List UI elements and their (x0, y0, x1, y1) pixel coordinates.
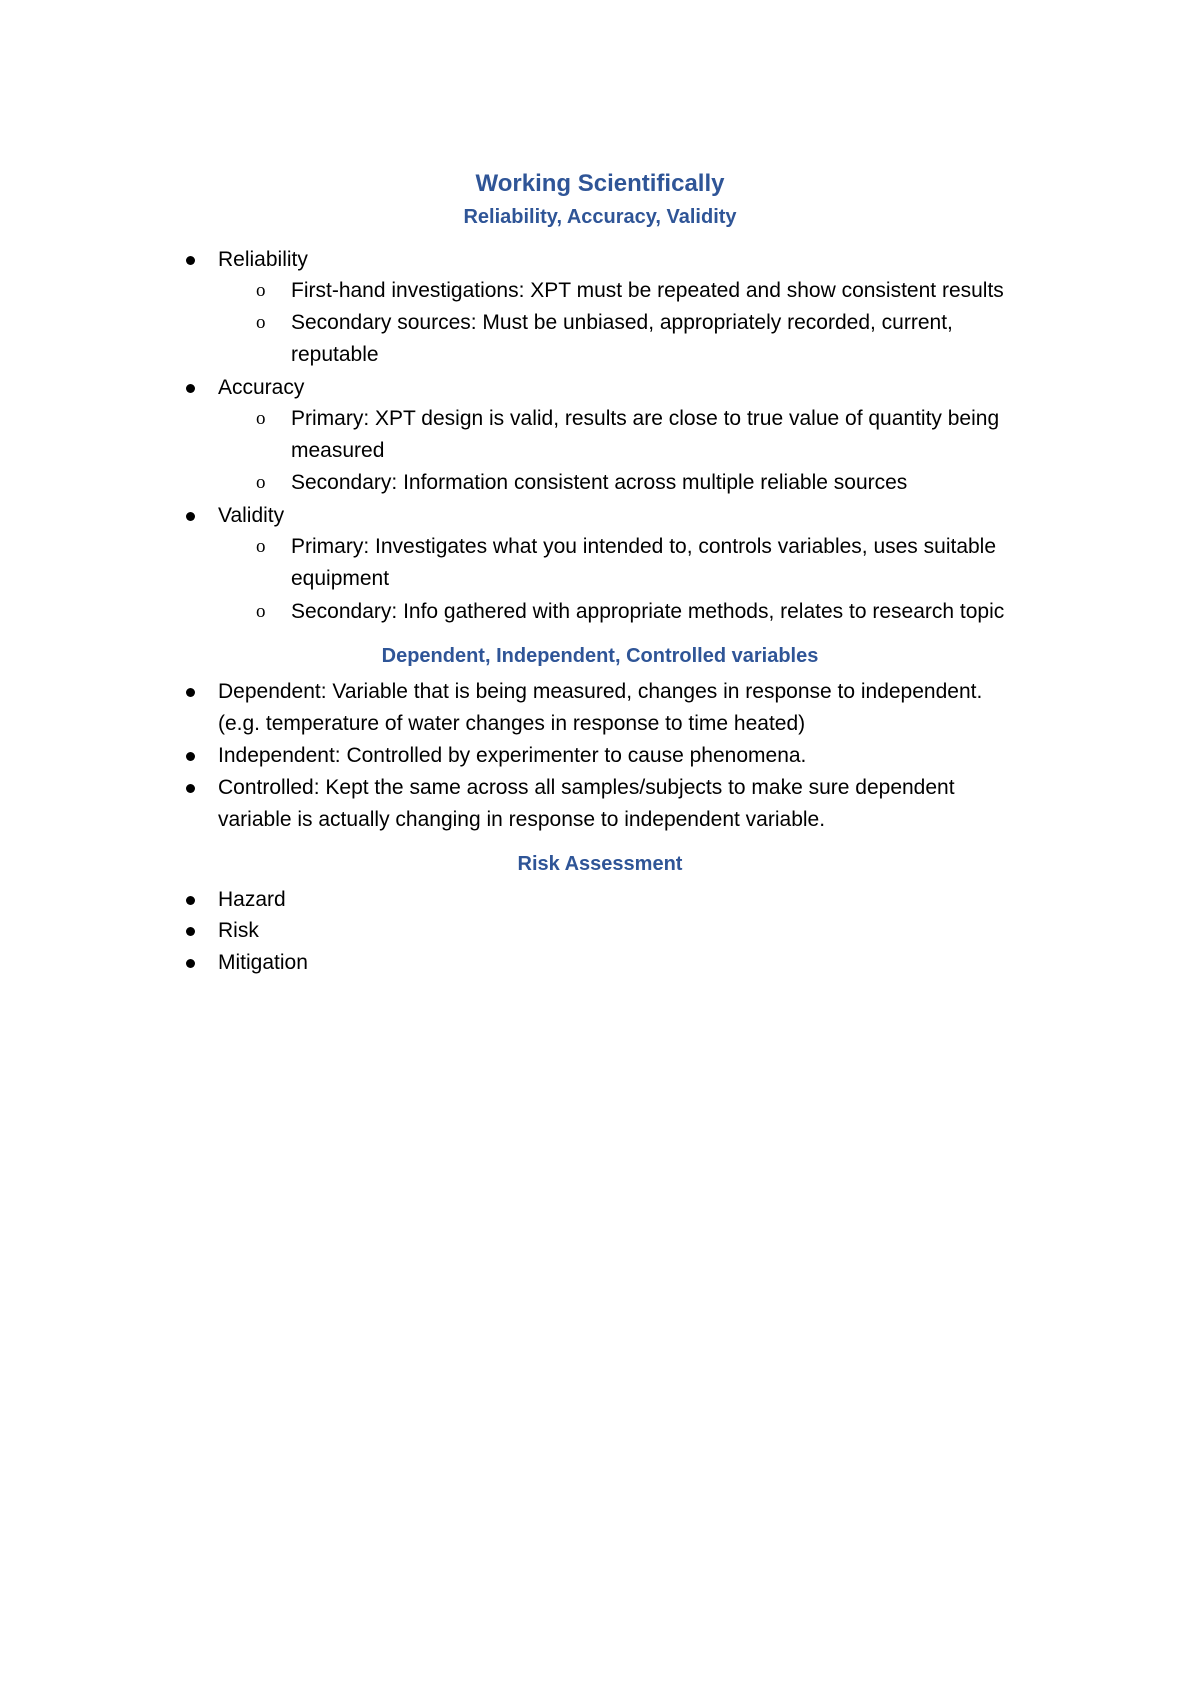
section-heading-variables: Dependent, Independent, Controlled variables (381, 645, 819, 667)
list-item-hazard: Hazard (218, 888, 286, 911)
list-item-mitigation: Mitigation (218, 951, 308, 974)
sub-item-text: Secondary sources: Must be unbiased, appropriately recorded, current, (291, 311, 953, 334)
page-title: Working Scientifically (475, 170, 725, 197)
sub-item-text: First-hand investigations: XPT must be repeated and show consistent results (291, 279, 1004, 302)
bullet-icon (186, 384, 195, 393)
sub-bullet-icon: o (256, 536, 266, 557)
sub-bullet-icon: o (256, 472, 266, 493)
section-heading-reliability-accuracy-validity: Reliability, Accuracy, Validity (463, 206, 737, 228)
bullet-icon (186, 688, 195, 697)
bullet-icon (186, 784, 195, 793)
list-item-controlled-continued: variable is actually changing in response to independent variable. (218, 808, 826, 831)
sub-item-text: Primary: XPT design is valid, results are close to true value of quantity being (291, 407, 1000, 430)
list-item-independent: Independent: Controlled by experimenter to cause phenomena. (218, 744, 807, 767)
list-item-dependent-continued: (e.g. temperature of water changes in response to time heated) (218, 712, 806, 735)
sub-item-text-continued: measured (291, 439, 385, 462)
sub-bullet-icon: o (256, 408, 266, 429)
sub-bullet-icon: o (256, 601, 266, 622)
sub-item-text: Secondary: Info gathered with appropriate methods, relates to research topic (291, 600, 1005, 623)
list-item-accuracy: Accuracy (218, 376, 305, 399)
sub-item-text-continued: reputable (291, 343, 379, 366)
bullet-icon (186, 256, 195, 265)
bullet-icon (186, 512, 195, 521)
sub-item-text: Primary: Investigates what you intended to, controls variables, uses suitable (291, 535, 997, 558)
list-item-dependent: Dependent: Variable that is being measured, changes in response to independent. (218, 680, 983, 703)
bullet-icon (186, 896, 195, 905)
sub-item-text: Secondary: Information consistent across multiple reliable sources (291, 471, 908, 494)
section-heading-risk-assessment: Risk Assessment (517, 853, 683, 875)
list-item-reliability: Reliability (218, 248, 308, 271)
list-item-validity: Validity (218, 504, 285, 527)
list-item-controlled: Controlled: Kept the same across all samples/subjects to make sure dependent (218, 776, 955, 799)
bullet-icon (186, 927, 195, 936)
sub-bullet-icon: o (256, 280, 266, 301)
bullet-icon (186, 752, 195, 761)
sub-bullet-icon: o (256, 312, 266, 333)
list-item-risk: Risk (218, 919, 259, 942)
sub-item-text-continued: equipment (291, 567, 390, 590)
bullet-icon (186, 959, 195, 968)
